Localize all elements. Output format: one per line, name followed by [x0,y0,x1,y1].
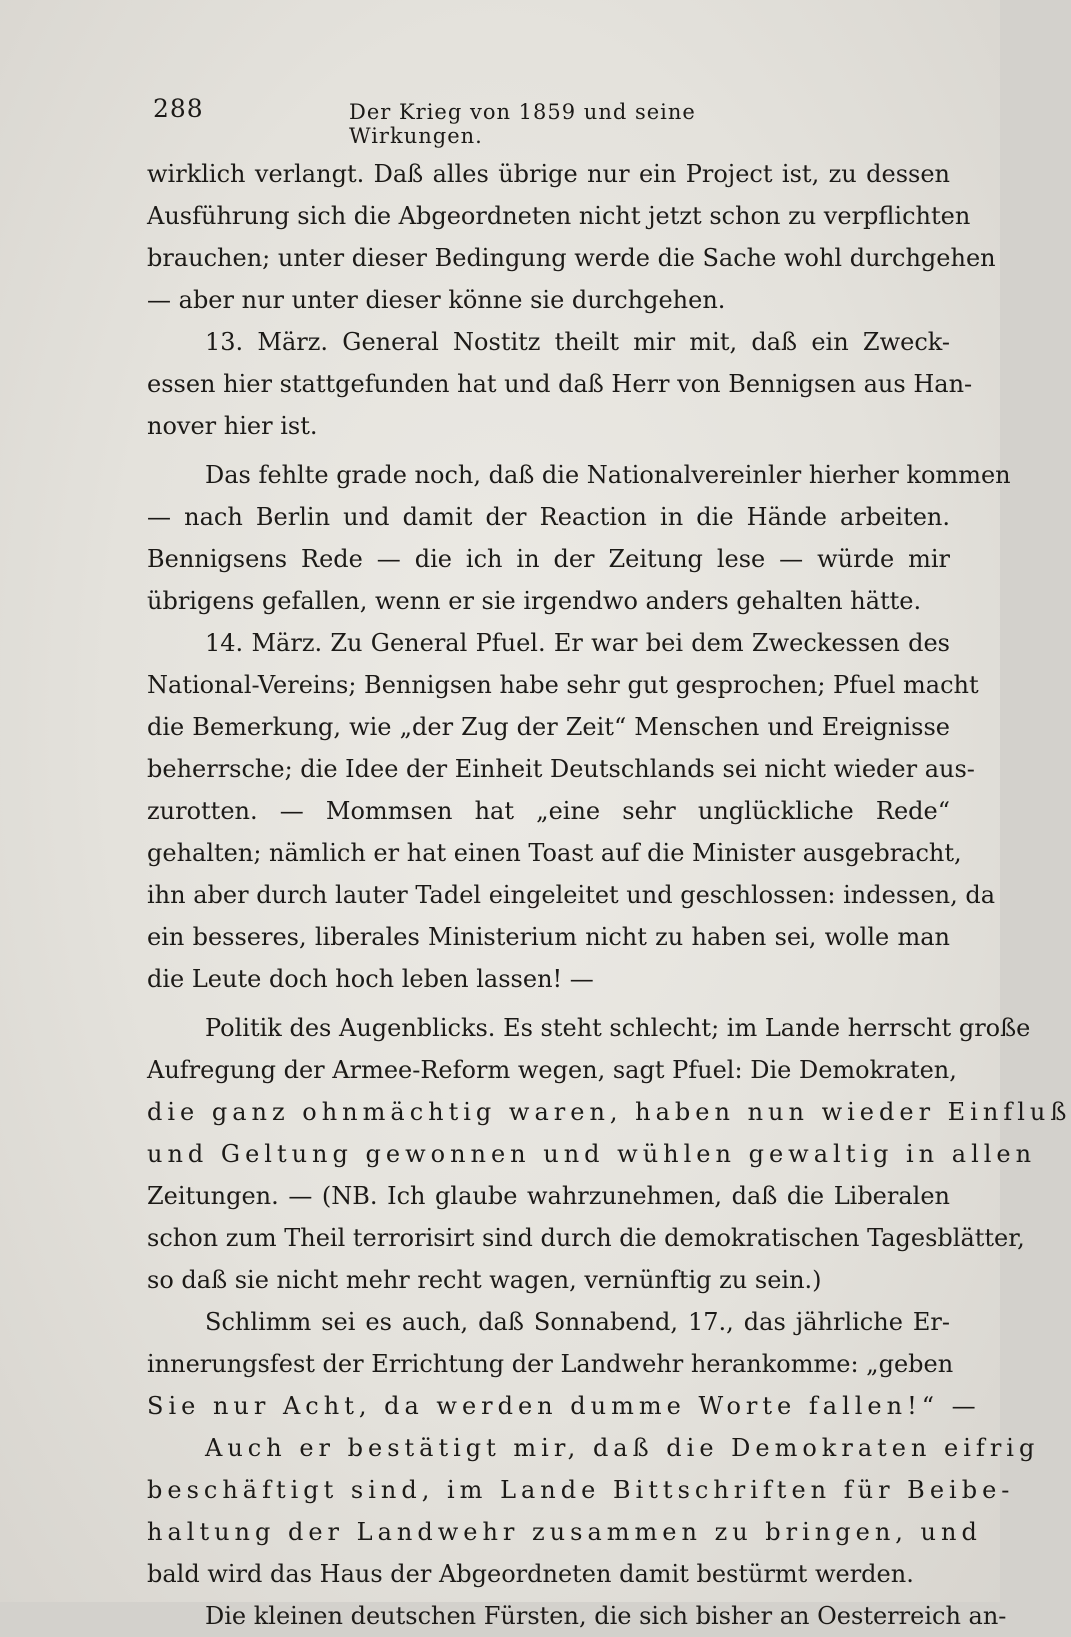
text-line: Ausführung sich die Abgeordneten nicht jetzt schon zu verpflichten [147,202,971,230]
text-line: National-Vereins; Bennigsen habe sehr gut gesprochen; Pfuel macht [147,671,979,699]
text-line: und Geltung gewonnen und wühlen gewaltig in allen [147,1140,1037,1168]
text-line: Auch er bestätigt mir, daß die Demokraten eifrig [205,1434,1040,1462]
text-line: haltung der Landwehr zusammen zu bringen, und [147,1518,982,1546]
running-title: Der Krieg von 1859 und seine Wirkungen. [349,100,696,148]
text-line: beschäftigt sind, im Lande Bittschriften für Beibe- [147,1476,1015,1504]
text-line: die ganz ohnmächtig waren, haben nun wieder Einfluß [147,1098,1071,1126]
text-line: ihn aber durch lauter Tadel eingeleitet und geschlossen: indessen, da [147,881,996,909]
text-line: Aufregung der Armee-Reform wegen, sagt Pfuel: Die Demokraten, [147,1056,957,1084]
text-line: innerungsfest der Errichtung der Landwehr herankomme: „geben [147,1350,954,1378]
text-line: 13. März. General Nostitz theilt mir mit, daß ein Zweck- [205,328,950,356]
text-line: — nach Berlin und damit der Reaction in die Hände arbeiten. [147,503,950,531]
text-line: Sie nur Acht, da werden dumme Worte fallen!“ — [147,1392,981,1420]
text-line: wirklich verlangt. Daß alles übrige nur ein Project ist, zu dessen [147,160,950,188]
text-line: 14. März. Zu General Pfuel. Er war bei dem Zweckessen des [205,629,950,657]
text-line: Bennigsens Rede — die ich in der Zeitung lese — würde mir [147,545,950,573]
text-line: beherrsche; die Idee der Einheit Deutschlands sei nicht wieder aus- [147,755,975,783]
text-line: essen hier stattgefunden hat und daß Herr von Bennigsen aus Han- [147,370,973,398]
text-line: schon zum Theil terrorisirt sind durch die demokratischen Tagesblätter, [147,1224,1025,1252]
text-line: Das fehlte grade noch, daß die Nationalvereinler hierher kommen [205,461,1011,489]
text-line: Die kleinen deutschen Fürsten, die sich bisher an Oesterreich an- [205,1602,1007,1630]
text-line: Zeitungen. — (NB. Ich glaube wahrzunehmen, daß die Liberalen [147,1182,950,1210]
text-line: nover hier ist. [147,412,318,440]
text-line: brauchen; unter dieser Bedingung werde die Sache wohl durchgehen [147,244,996,272]
text-line: übrigens gefallen, wenn er sie irgendwo anders gehalten hätte. [147,587,922,615]
text-line: so daß sie nicht mehr recht wagen, vernünftig zu sein.) [147,1266,822,1294]
text-line: die Leute doch hoch leben lassen! — [147,965,594,993]
text-line: bald wird das Haus der Abgeordneten damit bestürmt werden. [147,1560,914,1588]
text-line: ein besseres, liberales Ministerium nicht zu haben sei, wolle man [147,923,950,951]
text-line: gehalten; nämlich er hat einen Toast auf die Minister ausgebracht, [147,839,962,867]
page-header [153,90,783,148]
text-line: Schlimm sei es auch, daß Sonnabend, 17., das jährliche Er- [205,1308,950,1336]
body-text [147,153,1071,1637]
text-line: die Bemerkung, wie „der Zug der Zeit“ Menschen und Ereignisse [147,713,950,741]
text-line: — aber nur unter dieser könne sie durchgehen. [147,286,726,314]
text-line: zurotten. — Mommsen hat „eine sehr unglückliche Rede“ [147,797,950,825]
text-line: Politik des Augenblicks. Es steht schlecht; im Lande herrscht große [205,1014,1031,1042]
page-number: 288 [153,94,204,123]
